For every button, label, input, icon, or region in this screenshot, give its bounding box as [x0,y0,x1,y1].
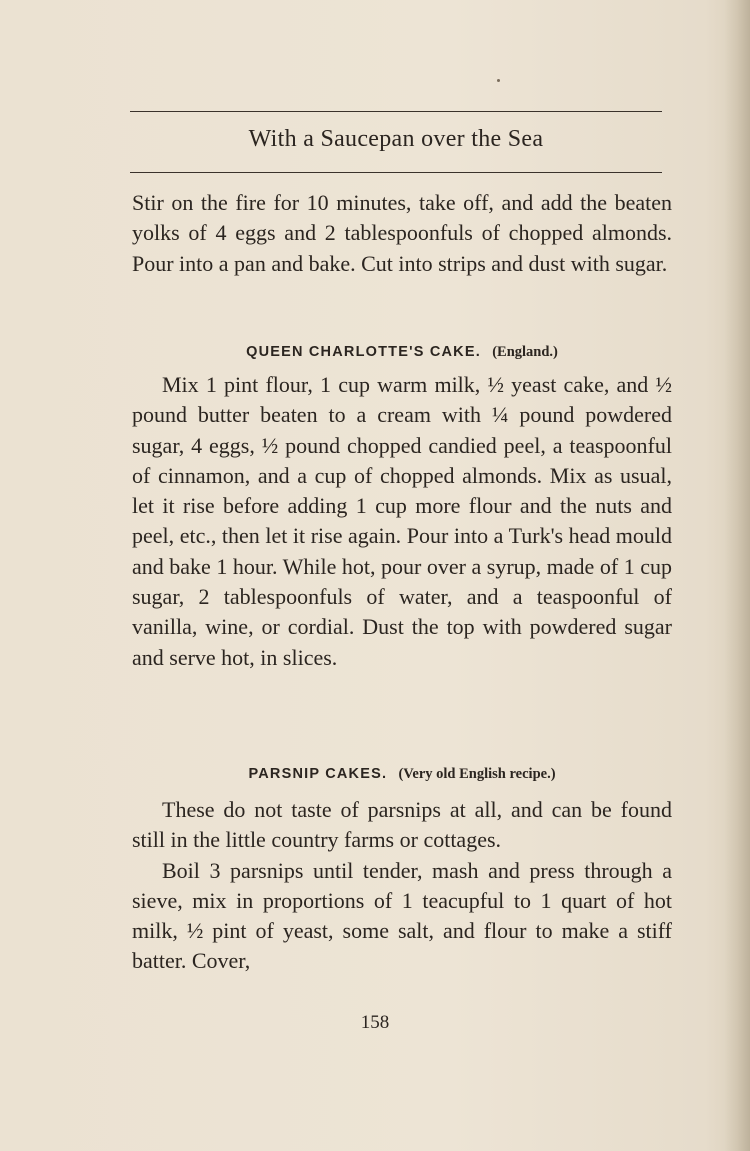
continuation-text [132,188,672,279]
paragraph: Mix 1 pint flour, 1 cup warm milk, ½ yeast cake, and ½ pound butter beaten to a cream with ¼ pound powdered sugar, 4 eggs, ½ pound chopped candied peel, a teaspoonful of cinnamon, and a cup of chopped almonds. Mix as usual, let it rise before adding 1 cup more flour and the nuts and peel, etc., then let it rise again. Pour into a Turk's head mould and bake 1 hour. While hot, pour over a syrup, made of 1 cup sugar, 2 tablespoonfuls of water, and a teaspoonful of vanilla, wine, or cordial. Dust the top with powdered sugar and serve hot, in slices. [132,372,672,670]
recipe-origin: (England.) [492,344,558,360]
header-rule-bottom [130,172,662,173]
recipe-heading-parsnip [132,766,672,783]
paragraph: Stir on the fire for 10 minutes, take off, and add the beaten yolks of 4 eggs and 2 tablespoonfuls of chopped almonds. Pour into a pan and bake. Cut into strips and dust with sugar. [132,190,672,276]
recipe-origin: (Very old English recipe.) [398,766,556,782]
page-gutter-shadow [724,0,750,1151]
recipe-title: PARSNIP CAKES. [248,766,388,782]
header-rule-top [130,111,662,112]
recipe-body-parsnip [132,795,672,977]
paper-speck [497,79,500,82]
running-head: With a Saucepan over the Sea [248,126,544,152]
recipe-body-queen-charlotte [132,370,672,673]
page-number: 158 [360,1012,390,1033]
recipe-heading-queen-charlotte [132,344,672,361]
paragraph: Boil 3 parsnips until tender, mash and press through a sieve, mix in proportions of 1 teacupful to 1 quart of hot milk, ½ pint of yeast, some salt, and flour to make a stiff batter. Cover, [132,857,672,974]
paragraph: These do not taste of parsnips at all, and can be found still in the little country farms or cottages. [132,797,672,853]
recipe-title: QUEEN CHARLOTTE'S CAKE. [246,344,481,360]
